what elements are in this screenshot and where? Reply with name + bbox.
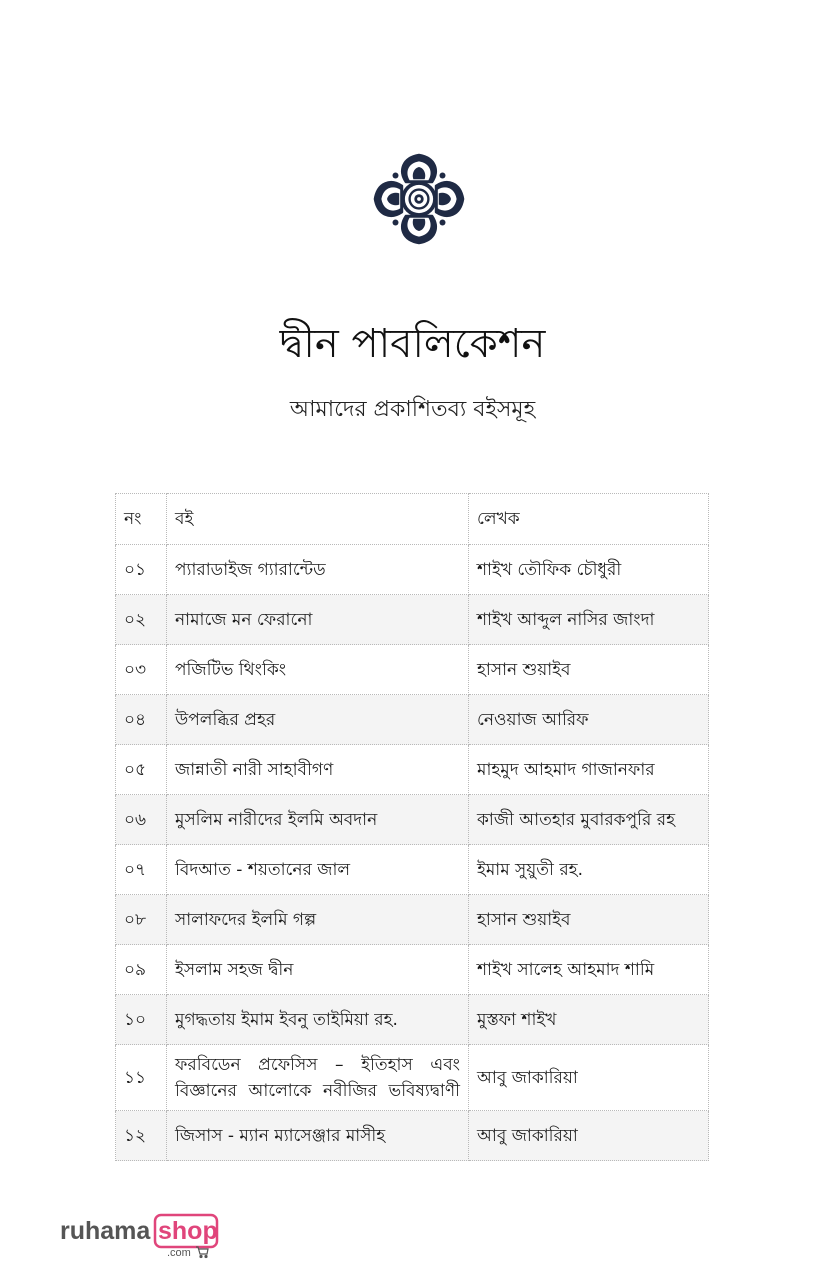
table-row — [116, 795, 709, 845]
row-author: হাসান শুয়াইব — [469, 645, 709, 695]
row-author: ইমাম সুয়ুতী রহ. — [469, 845, 709, 895]
header-author: লেখক — [469, 494, 709, 545]
logo-text-shop: shop — [158, 1217, 218, 1245]
table-row — [116, 695, 709, 745]
row-no: ০১ — [116, 545, 167, 595]
row-author: কাজী আতহার মুবারকপুরি রহ — [469, 795, 709, 845]
table-header-row — [116, 494, 709, 545]
header-book: বই — [167, 494, 469, 545]
row-no: ১২ — [116, 1111, 167, 1161]
row-author: আবু জাকারিয়া — [469, 1045, 709, 1111]
row-book: সালাফদের ইলমি গল্প — [167, 895, 469, 945]
table-row — [116, 545, 709, 595]
row-no: ০২ — [116, 595, 167, 645]
logo-text-ruhama: ruhama — [60, 1217, 151, 1245]
row-book: ইসলাম সহজ দ্বীন — [167, 945, 469, 995]
row-no: ১০ — [116, 995, 167, 1045]
floral-ornament-icon — [372, 152, 466, 246]
logo-text-com: .com — [167, 1247, 191, 1259]
table-row — [116, 945, 709, 995]
row-no: ০৯ — [116, 945, 167, 995]
row-author: নেওয়াজ আরিফ — [469, 695, 709, 745]
row-no: ০৭ — [116, 845, 167, 895]
table-row — [116, 745, 709, 795]
table-row — [116, 1111, 709, 1161]
row-book: উপলব্ধির প্রহর — [167, 695, 469, 745]
row-author: হাসান শুয়াইব — [469, 895, 709, 945]
cart-icon — [196, 1247, 208, 1258]
row-author: শাইখ আব্দুল নাসির জাংদা — [469, 595, 709, 645]
row-author: আবু জাকারিয়া — [469, 1111, 709, 1161]
row-book: পজিটিভ থিংকিং — [167, 645, 469, 695]
row-no: ০৩ — [116, 645, 167, 695]
row-author: মাহমুদ আহমাদ গাজানফার — [469, 745, 709, 795]
row-author: মুস্তফা শাইখ — [469, 995, 709, 1045]
row-no: ১১ — [116, 1045, 167, 1111]
row-no: ০৪ — [116, 695, 167, 745]
row-book: নামাজে মন ফেরানো — [167, 595, 469, 645]
row-book: মুগদ্ধতায় ইমাম ইবনু তাইমিয়া রহ. — [167, 995, 469, 1045]
row-no: ০৬ — [116, 795, 167, 845]
row-author: শাইখ তৌফিক চৌধুরী — [469, 545, 709, 595]
row-book: জান্নাতী নারী সাহাবীগণ — [167, 745, 469, 795]
row-no: ০৮ — [116, 895, 167, 945]
page-subtitle: আমাদের প্রকাশিতব্য বইসমূহ — [289, 397, 536, 422]
page-title: দ্বীন পাবলিকেশন — [279, 321, 546, 367]
row-author: শাইখ সালেহ আহমাদ শামি — [469, 945, 709, 995]
table-row — [116, 595, 709, 645]
table-row — [116, 995, 709, 1045]
table-row — [116, 645, 709, 695]
table-row — [116, 895, 709, 945]
ruhamashop-logo — [60, 1212, 230, 1260]
table-row — [116, 1045, 709, 1111]
books-table — [115, 493, 709, 1161]
row-book: জিসাস - ম্যান ম্যাসেঞ্জার মাসীহ — [167, 1111, 469, 1161]
row-book: মুসলিম নারীদের ইলমি অবদান — [167, 795, 469, 845]
table-row — [116, 845, 709, 895]
row-book: ফরবিডেন প্রফেসিস – ইতিহাস এবং বিজ্ঞানের আলোকে নবীজির ভবিষ্যদ্বাণী — [167, 1045, 469, 1111]
row-no: ০৫ — [116, 745, 167, 795]
row-book: প্যারাডাইজ গ্যারান্টেড — [167, 545, 469, 595]
header-no: নং — [116, 494, 167, 545]
row-book: বিদআত - শয়তানের জাল — [167, 845, 469, 895]
